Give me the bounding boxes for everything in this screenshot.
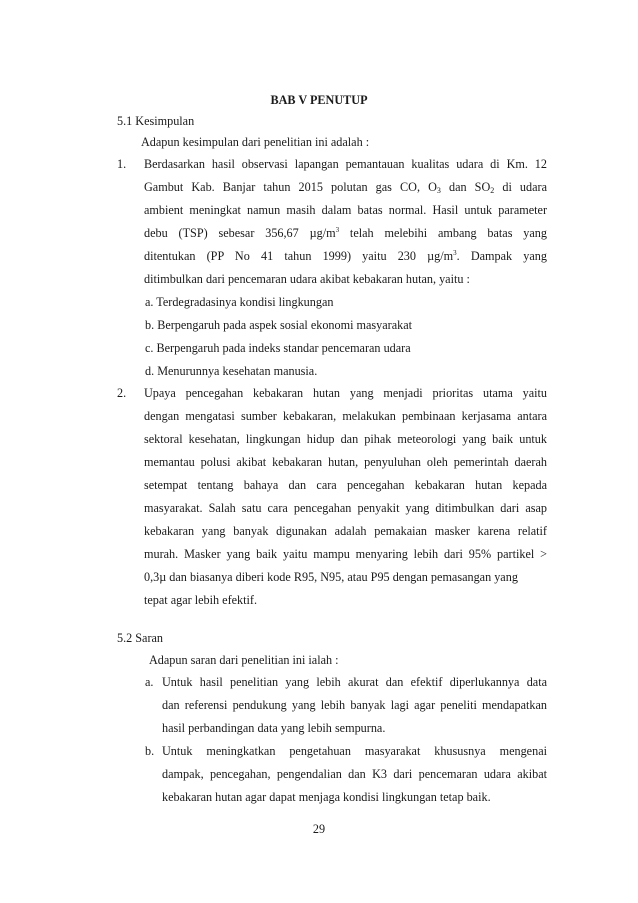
saran-label-a: a. [145,675,154,689]
item-number-2: 2. [117,386,127,400]
item1-line-5 [144,249,547,265]
saran-b-line-3: kebakaran hutan agar dapat menjaga kondisi lingkungan tetap baik. [162,790,491,804]
sub-item-c: c. Berpengaruh pada indeks standar pencemaran udara [145,341,411,355]
saran-b-line-1: Untuk meningkatkan pengetahuan masyarakat khususnya mengenai [162,744,547,758]
chapter-title: BAB V PENUTUP [270,93,368,107]
item2-line-1: Upaya pencegahan kebakaran hutan yang menjadi prioritas utama yaitu [144,386,547,400]
saran-b-line-2: dampak, pencegahan, pengendalian dan K3 dari pencemaran udara akibat [162,767,547,781]
section-heading-kesimpulan: 5.1 Kesimpulan [117,114,195,128]
item2-line-7: kebakaran yang banyak digunakan adalah pemakaian masker karena relatif [144,524,547,538]
saran-a-line-1: Untuk hasil penelitian yang lebih akurat dan efektif diperlukannya data [162,675,547,689]
saran-intro: Adapun saran dari penelitian ini ialah : [149,653,339,667]
sub-item-a: a. Terdegradasinya kondisi lingkungan [145,295,334,309]
item1-line-6: ditimbulkan dari pencemaran udara akibat kebakaran hutan, yaitu : [144,272,470,286]
item1-line-2-text: Gambut Kab. Banjar tahun 2015 polutan gas CO, $O_3$ dan $SO_2$ di udara [144,180,547,195]
saran-a-line-2: dan referensi pendukung yang lebih banyak lagi agar peneliti mendapatkan [162,698,547,712]
item2-line-5: setempat tentang bahaya dan cara pencegahan kebakaran hutan kepada [144,478,547,492]
item2-line-8: murah. Masker yang baik yaitu mampu menyaring lebih dari 95% partikel > [144,547,547,561]
sub-item-b: b. Berpengaruh pada aspek sosial ekonomi masyarakat [145,318,413,332]
item2-line-3: sektoral kesehatan, lingkungan hidup dan pihak meteorologi yang baik untuk [144,432,547,446]
item2-line-6: masyarakat. Salah satu cara pencegahan penyakit yang ditimbulkan dari asap [144,501,547,515]
item2-line-4: memantau polusi akibat kebakaran hutan, penyuluhan oleh pemerintah daerah [144,455,547,469]
item1-line-2 [144,180,547,196]
saran-a-line-3: hasil perbandingan data yang lebih sempurna. [162,721,386,735]
item1-line-4-text: debu (TSP) sebesar 356,67 $\mu g/m^3$ telah melebihi ambang batas yang [144,226,547,240]
item-number-1: 1. [117,157,127,171]
item2-line-10: tepat agar lebih efektif. [144,593,258,607]
item1-line-5-text: ditentukan (PP No 41 tahun 1999) yaitu 230 $\mu g/m^3$. Dampak yang [144,249,547,263]
item2-line-2: dengan mengatasi sumber kebakaran, melakukan pembinaan kerjasama antara [144,409,547,423]
sub-item-d: d. Menurunnya kesehatan manusia. [145,364,318,378]
item2-line-9: 0,3µ dan biasanya diberi kode R95, N95, atau P95 dengan pemasangan yang [144,570,518,584]
item1-line-4 [144,226,547,242]
item1-line-1: Berdasarkan hasil observasi lapangan pemantauan kualitas udara di Km. 12 [144,157,547,171]
section-heading-saran: 5.2 Saran [117,631,164,645]
kesimpulan-intro: Adapun kesimpulan dari penelitian ini adalah : [141,135,370,149]
item1-line-3: ambient meningkat namun masih dalam batas normal. Hasil untuk parameter [144,203,547,217]
saran-label-b: b. [145,744,155,758]
page-number: 29 [312,822,326,836]
